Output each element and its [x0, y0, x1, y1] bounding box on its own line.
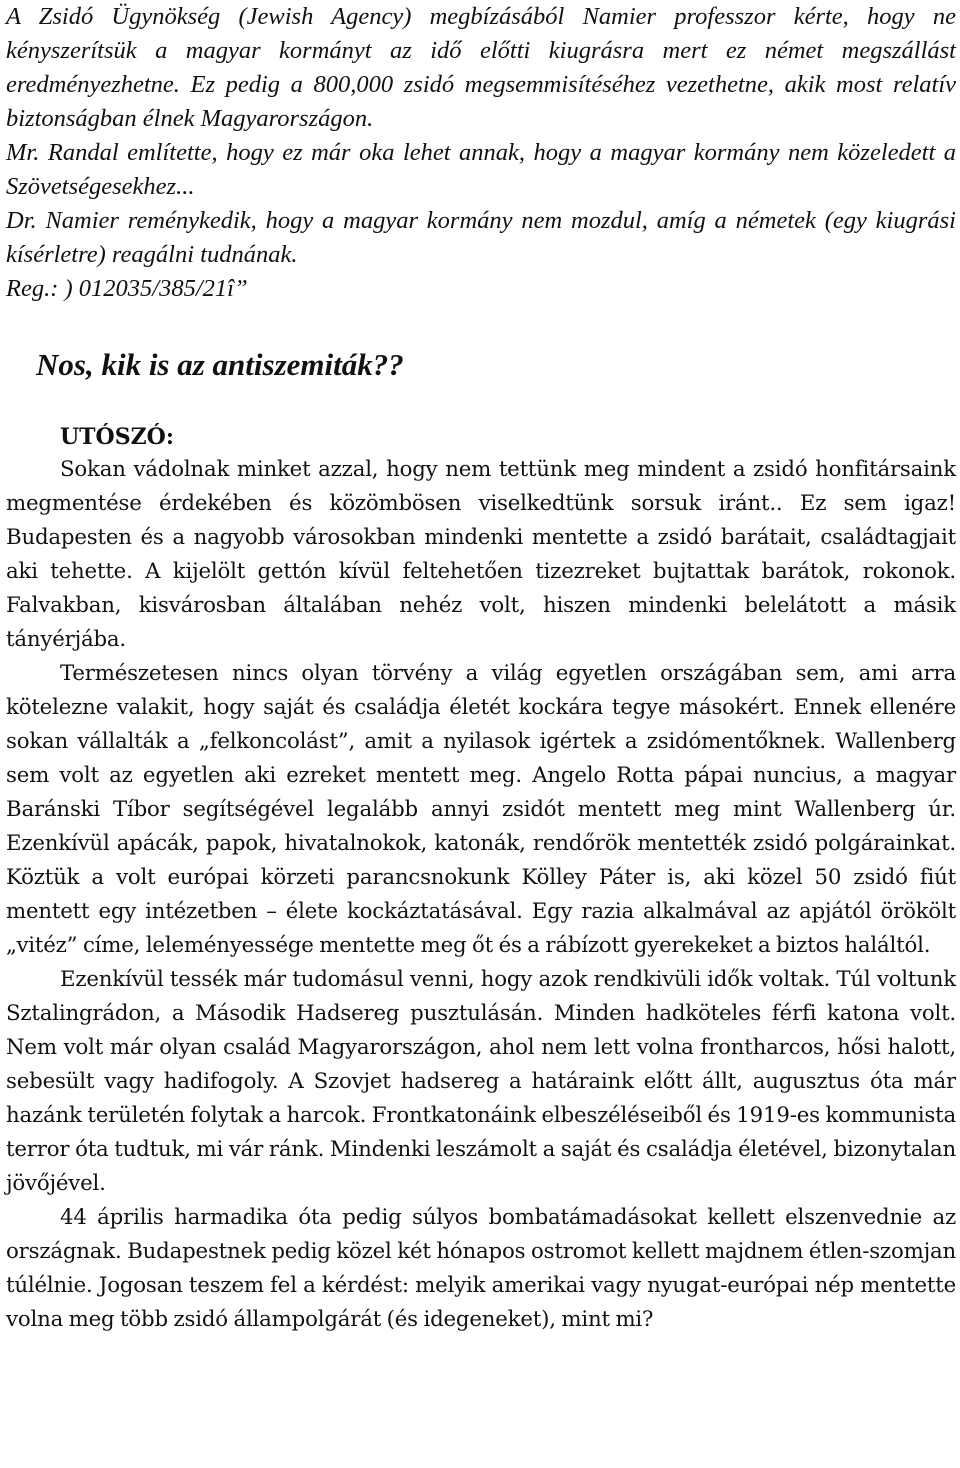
- section-headline: Nos, kik is az antiszemiták??: [36, 347, 404, 382]
- quoted-reference-number: Reg.: ) 012035/385/21î”: [6, 275, 248, 302]
- afterword-title: UTÓSZÓ:: [60, 424, 174, 450]
- afterword-paragraph-2: Természetesen nincs olyan törvény a világ egyetlen országában sem, ami arra kötelezne valakit, hogy saját és családja életét kockára tegye másokért. Ennek ellenére sokan vállalták a „felkoncolást”, amit a nyilasok igértek a zsidómentőknek. Wallenberg sem volt az egyetlen aki ezreket mentett meg. Angelo Rotta pápai nuncius, a magyar Baránski Tíbor segítségével legalább annyi zsidót mentett meg mint Wallenberg úr. Ezenkívül apácák, papok, hivatalnokok, katonák, rendőrök mentették zsidó polgárainkat. Köztük a volt európai körzeti parancsnokunk Kölley Páter is, aki közel 50 zsidó fiút mentett egy intézetben – élete kockáztatásával. Egy razia alkalmával az apjától örökölt „vitéz” címe, leleményessége mentette meg őt és a rábízott gyerekeket a biztos haláltól.: [6, 661, 956, 958]
- quoted-report-block: [6, 0, 956, 306]
- afterword-paragraph-1: Sokan vádolnak minket azzal, hogy nem tettünk meg mindent a zsidó honfitársaink megmentése érdekében és közömbösen viselkedtünk sorsuk iránt.. Ez sem igaz! Budapesten és a nagyobb városokban mindenki mentette a zsidó barátait, családtagjait aki tehette. A kijelölt gettón kívül feltehetően tizezreket bujtattak barátok, rokonok. Falvakban, kisvárosban általában nehéz volt, hiszen mindenki belelátott a másik tányérjába.: [6, 457, 956, 652]
- quoted-paragraph-randal: Mr. Randal említette, hogy ez már oka lehet annak, hogy a magyar kormány nem közeledett a Szövetségesekhez...: [6, 139, 956, 200]
- afterword-paragraph-3: Ezenkívül tessék már tudomásul venni, hogy azok rendkivüli idők voltak. Túl voltunk Sztalingrádon, a Második Hadsereg pusztulásán. Minden hadköteles férfi katona volt. Nem volt már olyan család Magyarországon, ahol nem lett volna frontharcos, hősi halott, sebesült vagy hadifogoly. A Szovjet hadsereg a határaink előtt állt, augusztus óta már hazánk területén folytak a harcok. Frontkatonáink elbeszéléseiből és 1919-es kommunista terror óta tudtuk, mi vár ránk. Mindenki leszámolt a saját és családja életével, bizonytalan jövőjével.: [6, 967, 956, 1196]
- afterword-paragraph-4: 44 április harmadika óta pedig súlyos bombatámadásokat kellett elszenvednie az országnak. Budapestnek pedig közel két hónapos ostromot kellett majdnem étlen-szomjan túlélnie. Jogosan teszem fel a kérdést: melyik amerikai vagy nyugat-európai nép mentette volna meg több zsidó állampolgárát (és idegeneket), mint mi?: [6, 1205, 956, 1332]
- quoted-paragraph-namier-request: A Zsidó Ügynökség (Jewish Agency) megbízásából Namier professzor kérte, hogy ne kényszerítsük a magyar kormányt az idő előtti kiugrásra mert ez német megszállást eredményezhetne. Ez pedig a 800,000 zsidó megsemmisítéséhez vezethetne, akik most relatív biztonságban élnek Magyarországon.: [6, 3, 956, 132]
- quoted-paragraph-namier-hope: Dr. Namier reménykedik, hogy a magyar kormány nem mozdul, amíg a németek (egy kiugrási kísérletre) reagálni tudnának.: [6, 207, 956, 268]
- afterword-body: [6, 453, 956, 1337]
